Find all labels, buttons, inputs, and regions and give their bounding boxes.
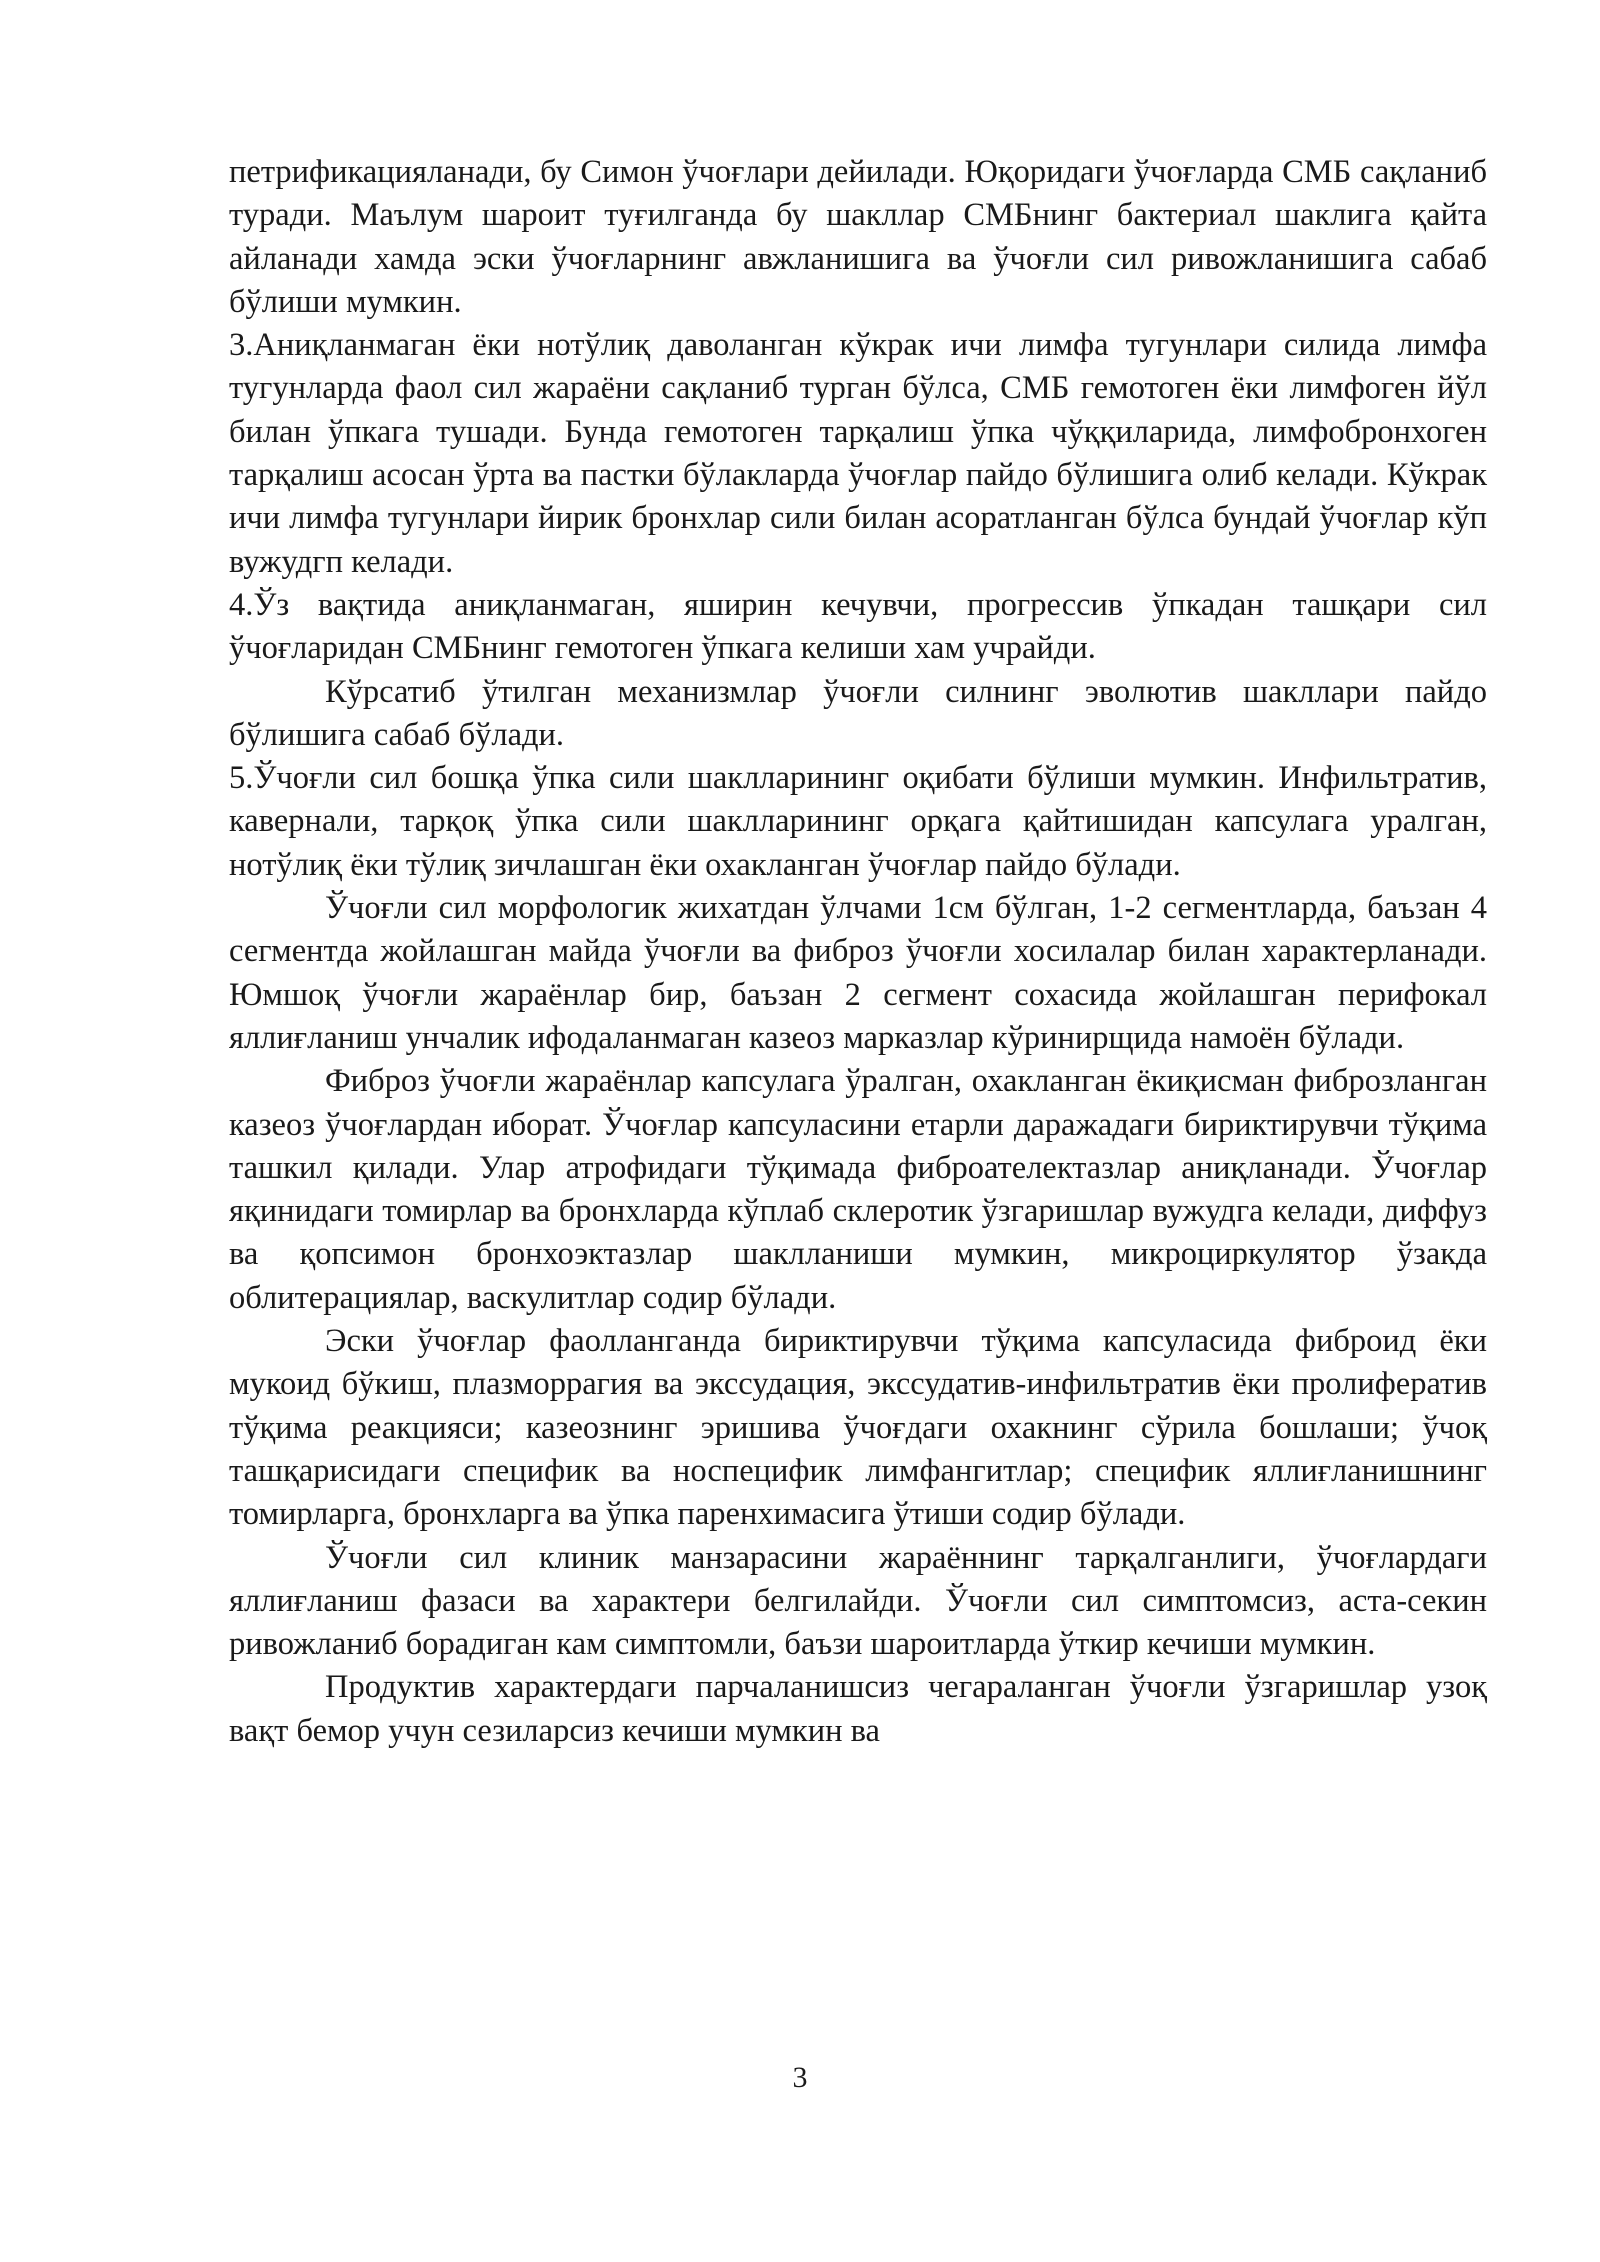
paragraph-5: 5.Ўчоғли сил бошқа ўпка сили шаклларининг оқибати бўлиши мумкин. Инфильтратив, кавернали, тарқоқ ўпка сили шаклларининг орқага қайтишидан капсулага уралган, нотўлиқ ёки тўлиқ зичлашган ёки охакланган ўчоғлар пайдо бўлади. [229, 760, 1487, 883]
paragraph-1: петрификацияланади, бу Симон ўчоғлари дейилади. Юқоридаги ўчоғларда СМБ сақланиб туради. Маълум шароит туғилганда бу шакллар СМБнинг бактериал шаклига қайта айланади хамда эски ўчоғларнинг авжланишига ва ўчоғли сил ривожланишига сабаб бўлиши мумкин. [229, 154, 1487, 320]
paragraph-7: Фиброз ўчоғли жараёнлар капсулага ўралган, охакланган ёкиқисман фиброзланган казеоз ўчоғлардан иборат. Ўчоғлар капсуласини етарли даражадаги бириктирувчи тўқима ташкил қилади. Улар атрофидаги тўқимада фиброателектазлар аниқланади. Ўчоғлар яқинидаги томирлар ва бронхларда кўплаб склеротик ўзгаришлар вужудга келади, диффуз ва қопсимон бронхоэктазлар шаклланиши мумкин, микроциркулятор ўзакда облитерациялар, васкулитлар содир бўлади. [229, 1063, 1487, 1316]
paragraph-8: Эски ўчоғлар фаолланганда бириктирувчи тўқима капсуласида фиброид ёки мукоид бўкиш, плазморрагия ва экссудация, экссудатив-инфильтратив ёки пролифератив тўқима реакцияси; казеознинг эришива ўчоғдаги охакнинг сўрила бошлаши; ўчоқ ташқарисидаги специфик ва носпецифик лимфангитлар; специфик яллиғланишнинг томирларга, бронхларга ва ўпка паренхимасига ўтиши содир бўлади. [229, 1323, 1487, 1533]
page-number: 3 [792, 2061, 808, 2094]
paragraph-9: Ўчоғли сил клиник манзарасини жараённинг тарқалганлиги, ўчоғлардаги яллиғланиш фазаси ва характери белгилайди. Ўчоғли сил симптомсиз, аста-секин ривожланиб борадиган кам симптомли, баъзи шароитларда ўткир кечиши мумкин. [229, 1539, 1487, 1663]
paragraph-3: 4.Ўз вақтида аниқланмаган, яширин кечувчи, прогрессив ўпкадан ташқари сил ўчоғларидан СМБнинг гемотоген ўпкага келиши хам учрайди. [229, 586, 1487, 667]
paragraph-6: Ўчоғли сил морфологик жихатдан ўлчами 1см бўлган, 1-2 сегментларда, баъзан 4 сегментда жойлашган майда ўчоғли ва фиброз ўчоғли хосилалар билан характерланади. Юмшоқ ўчоғли жараёнлар бир, баъзан 2 сегмент сохасида жойлашган перифокал яллиғланиш унчалик ифодаланмаган казеоз марказлар кўринирщида намоён бўлади. [229, 890, 1487, 1056]
body-text [229, 151, 1487, 1753]
paragraph-10: Продуктив характердаги парчаланишсиз чегараланган ўчоғли ўзгаришлар узоқ вақт бемор учун сезиларсиз кечиши мумкин ва [229, 1669, 1487, 1749]
paragraph-4: Кўрсатиб ўтилган механизмлар ўчоғли силнинг эволютив шакллари пайдо бўлишига сабаб бўлади. [229, 673, 1487, 753]
paragraph-2: 3.Аниқланмаган ёки нотўлиқ даволанган кўкрак ичи лимфа тугунлари силида лимфа тугунларда фаол сил жараёни сақланиб турган бўлса, СМБ гемотоген ёки лимфоген йўл билан ўпкага тушади. Бунда гемотоген тарқалиш ўпка чўққиларида, лимфобронхоген тарқалиш асосан ўрта ва пастки бўлакларда ўчоғлар пайдо бўлишига олиб келади. Кўкрак ичи лимфа тугунлари йирик бронхлар сили билан асоратланган бўлса бундай ўчоғлар кўп вужудгп келади. [229, 327, 1487, 580]
